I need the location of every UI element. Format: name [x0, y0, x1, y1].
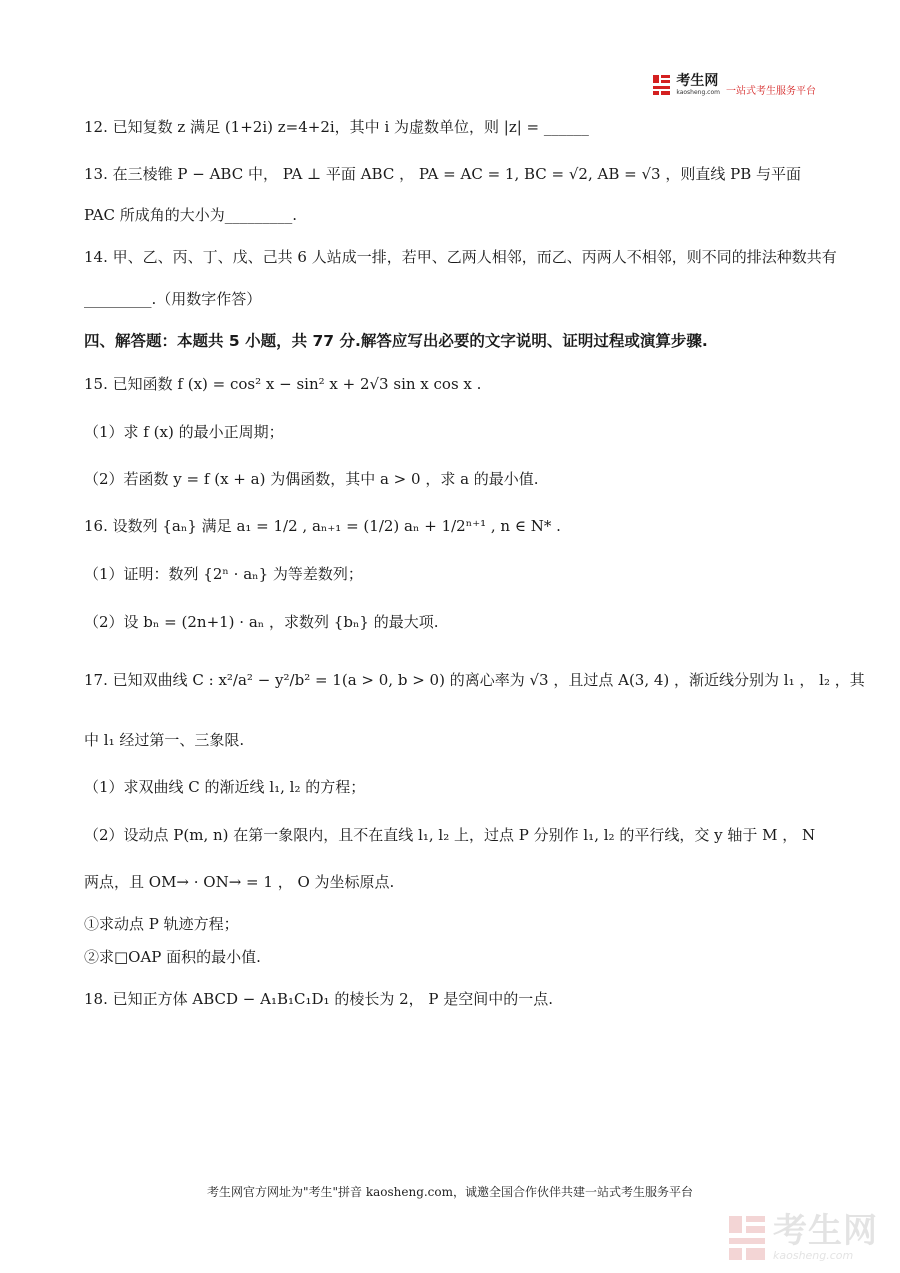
watermark	[729, 1211, 878, 1262]
question-14: 14. 甲、乙、丙、丁、戊、己共 6 人站成一排，若甲、乙两人相邻，而乙、丙两人不相邻，则不同的排法种数共有	[84, 248, 837, 266]
page-footer: 考生网官方网址为"考生"拼音 kaosheng.com，诚邀全国合作伙伴共建一站式考生服务平台	[206, 1185, 694, 1199]
question-17: 17. 已知双曲线 C : x²/a² − y²/b² = 1(a > 0, b > 0) 的离心率为 √3 ，且过点 A(3, 4) ，渐近线分别为 l₁ ， l₂ ，其	[84, 671, 865, 689]
question-13-cont: PAC 所成角的大小为_________.	[84, 206, 298, 224]
question-16-part-1: （1）证明：数列 {2ⁿ · aₙ} 为等差数列；	[84, 565, 363, 583]
header-brand: 考生网	[676, 72, 719, 89]
question-17-part-1: （1）求双曲线 C 的渐近线 l₁, l₂ 的方程；	[84, 778, 366, 796]
section-heading: 四、解答题：本题共 5 小题，共 77 分.解答应写出必要的文字说明、证明过程或演算步骤.	[84, 332, 708, 350]
header-logo	[653, 72, 816, 97]
header-slogan: 一站式考生服务平台	[726, 86, 816, 97]
watermark-url: kaosheng.com	[773, 1249, 854, 1262]
question-17-part-2: （2）设动点 P(m, n) 在第一象限内，且不在直线 l₁, l₂ 上，过点 P 分别作 l₁, l₂ 的平行线，交 y 轴于 M ， N	[84, 826, 816, 844]
question-17-part-2-item-2: ②求□OAP 面积的最小值.	[84, 948, 261, 966]
kaosheng-watermark-icon	[729, 1216, 765, 1260]
question-14-cont: _________.（用数字作答）	[84, 290, 262, 308]
question-17-part-2-item-1: ①求动点 P 轨迹方程；	[84, 915, 239, 933]
question-15-part-2: （2）若函数 y = f (x + a) 为偶函数，其中 a > 0 ，求 a 的最小值.	[84, 470, 539, 488]
watermark-brand: 考生网	[773, 1211, 878, 1251]
question-15: 15. 已知函数 f (x) = cos² x − sin² x + 2√3 sin x cos x .	[84, 375, 482, 393]
question-15-part-1: （1）求 f (x) 的最小正周期；	[84, 423, 284, 441]
kaosheng-logo-icon	[653, 75, 670, 95]
question-16: 16. 设数列 {aₙ} 满足 a₁ = 1/2 , aₙ₊₁ = (1/2) aₙ + 1/2ⁿ⁺¹ , n ∈ N* .	[84, 517, 561, 535]
question-18: 18. 已知正方体 ABCD − A₁B₁C₁D₁ 的棱长为 2， P 是空间中的一点.	[84, 990, 554, 1008]
question-13: 13. 在三棱锥 P − ABC 中， PA ⊥ 平面 ABC ， PA = AC = 1, BC = √2, AB = √3 ，则直线 PB 与平面	[84, 165, 801, 183]
question-17-part-2-cont: 两点，且 OM→ · ON→ = 1 ， O 为坐标原点.	[84, 873, 395, 891]
header-url: kaosheng.com	[676, 88, 720, 96]
question-17-cont: 中 l₁ 经过第一、三象限.	[84, 731, 245, 749]
question-12: 12. 已知复数 z 满足 (1+2i) z=4+2i，其中 i 为虚数单位，则 |z| = ______	[84, 118, 589, 136]
question-16-part-2: （2）设 bₙ = (2n+1) · aₙ ，求数列 {bₙ} 的最大项.	[84, 613, 439, 631]
